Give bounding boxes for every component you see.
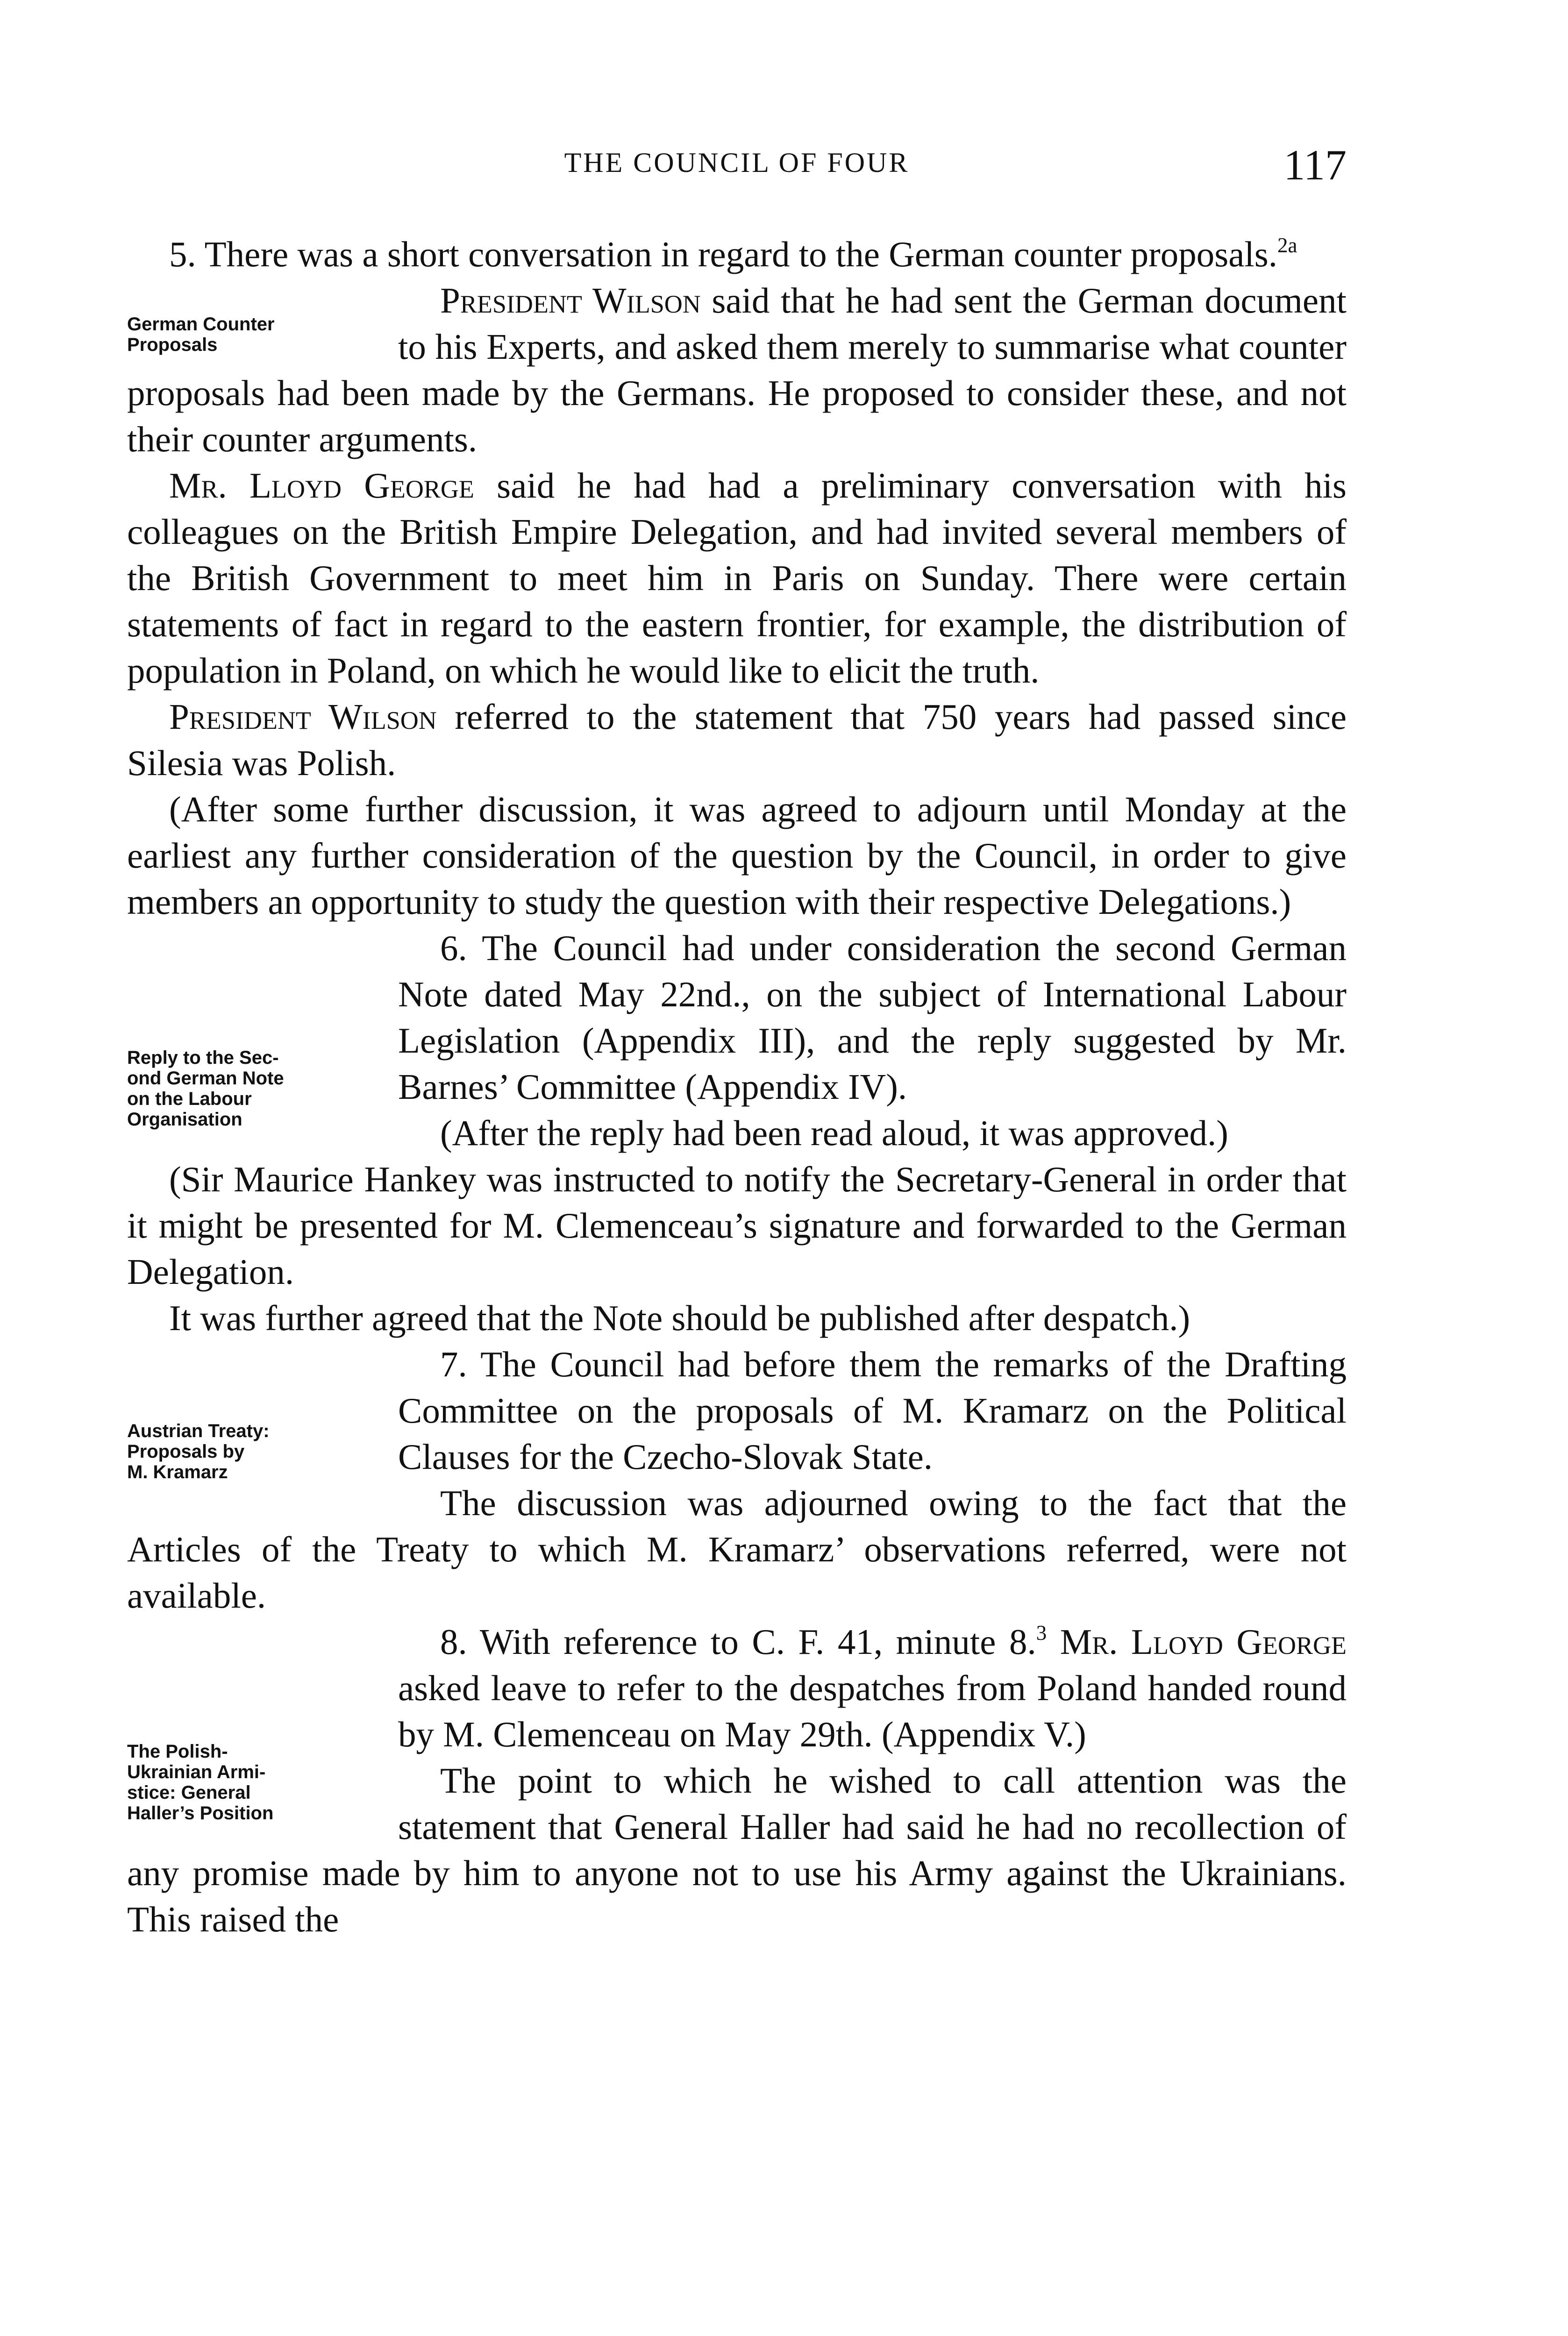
sidenote-polish-ukrainian-armistice: The Polish- Ukrainian Armi- stice: General Haller’s Position [127,1741,274,1823]
s5-lloyd-george-paragraph: Mr. Lloyd George said he had had a preliminary conversation with his colleagues on the British Empire Delegation, and had invited several members of the British Government to meet him in Paris on Sunday. There were certain statements of fact in regard to the eastern frontier, for example, the distribution of population in Poland, on which he would like to elicit the truth. [127,465,1347,691]
page-number: 117 [1283,141,1347,189]
s5-silesia-paragraph: President Wilson referred to the statement that 750 years had passed since Silesia was Polish. [127,697,1347,783]
s6-approved-paragraph: (After the reply had been read aloud, it was approved.) [440,1113,1228,1153]
s6-hankey-paragraph: (Sir Maurice Hankey was instructed to notify the Secretary-General in order that it might be presented for M. Clemenceau’s signature and forwarded to the German Delegation. [127,1159,1347,1292]
s6-note-paragraph: 6. The Council had under consideration the second German Note dated May 22nd., on the subject of International Labour Legislation (Appendix III), and the reply suggested by Mr. Barnes’ Committee (Appendix IV). [398,928,1347,1107]
footnote-ref-2a: 2a [1277,234,1297,257]
footnote-ref-3: 3 [1036,1621,1047,1645]
running-title: THE COUNCIL OF FOUR [564,147,910,178]
sidenote-reply-labour-organisation: Reply to the Sec- ond German Note on the Labour Organisation [127,1047,284,1130]
s5-wilson-paragraph: President Wilson said that he had sent the German document to his Experts, and asked them merely to summarise what counter proposals had been made by the Germans. He proposed to consider these, and not their counter arguments. [127,280,1347,459]
s8-despatches-paragraph: 8. With reference to C. F. 41, minute 8.$^3$ Mr. Lloyd George asked leave to refer to the despatches from Poland handed round by M. Clemenceau on May 29th. (Appendix V.) [398,1621,1347,1754]
running-head [127,140,1347,192]
s8-haller-paragraph: The point to which he wished to call attention was the statement that General Haller had said he had no recollection of any promise made by him to anyone not to use his Army against the Ukrainians. This raised the [127,1760,1347,1939]
s6-publish-paragraph: It was further agreed that the Note should be published after despatch.) [169,1298,1190,1338]
sidenote-austrian-treaty: Austrian Treaty: Proposals by M. Kramarz [127,1421,270,1482]
body-text [127,231,1347,1943]
sidenote-german-counter-proposals: German Counter Proposals [127,314,275,355]
s5-adjourn-paragraph: (After some further discussion, it was agreed to adjourn until Monday at the earliest any further consideration of the question by the Council, in order to give members an opportunity to study the question with their respective Delegations.) [127,789,1347,922]
speaker-name: President Wilson [169,697,437,737]
speaker-name: President Wilson [440,280,701,320]
speaker-name: Mr. Lloyd George [169,465,474,506]
s7-kramarz-paragraph: 7. The Council had before them the remarks of the Drafting Committee on the proposals of M. Kramarz on the Political Clauses for the Czecho-Slovak State. [398,1344,1347,1477]
s7-adjourned-paragraph: The discussion was adjourned owing to the fact that the Articles of the Treaty to which M. Kramarz’ observations referred, were not available. [127,1483,1347,1616]
speaker-name: Mr. Lloyd George [1060,1622,1347,1662]
s5-intro-paragraph: 5. There was a short conversation in regard to the German counter proposals.$^{2a}$ [169,234,1297,274]
